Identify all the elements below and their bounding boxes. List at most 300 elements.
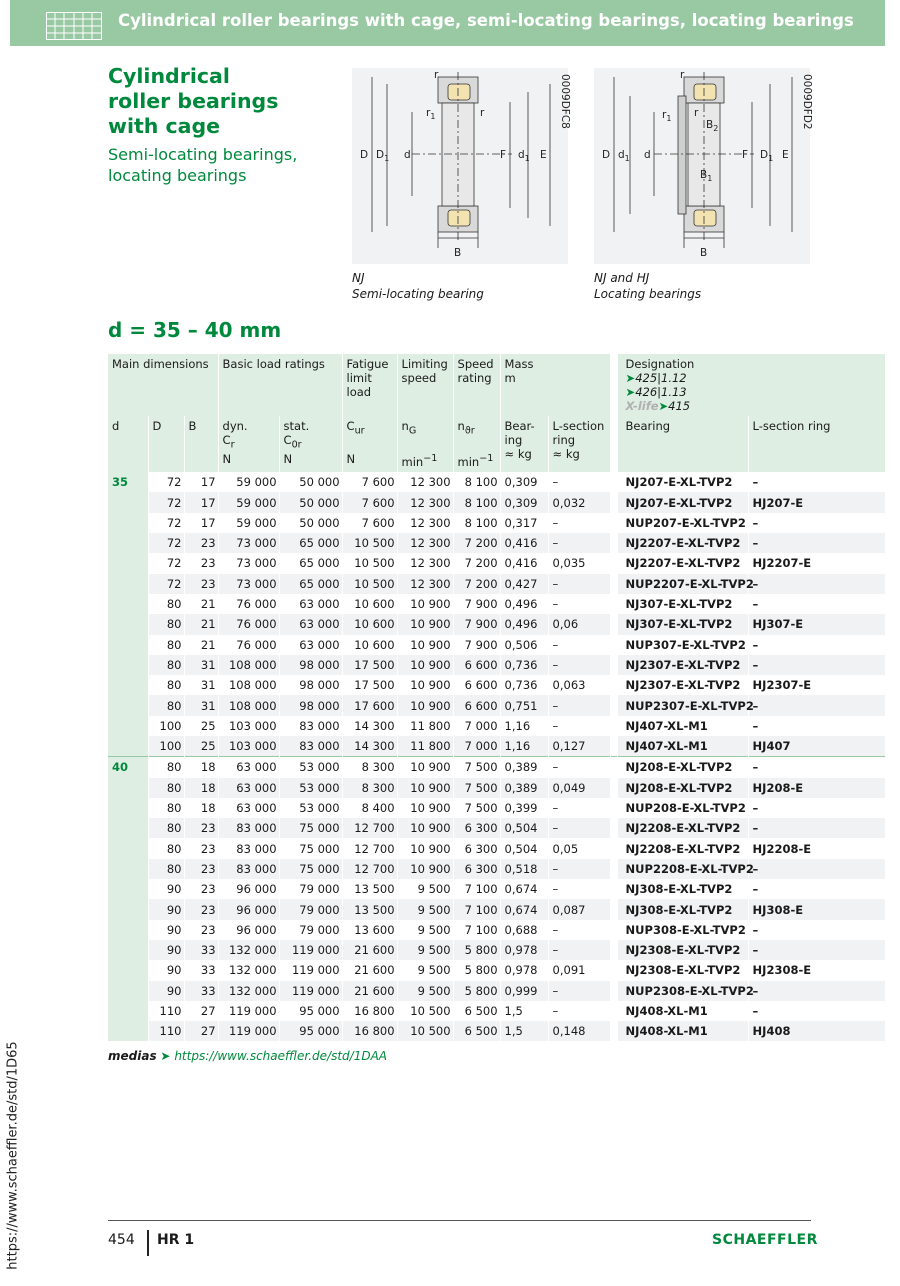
- cell-bearing-mass: 0,317: [500, 513, 548, 533]
- table-row: [108, 716, 885, 736]
- cell-cur: 16 800: [342, 1021, 397, 1041]
- th-bearing: Bearing: [617, 416, 748, 472]
- cell-bearing: NUP2207-E-XL-TVP2: [617, 574, 748, 594]
- cell-lring-mass: –: [548, 594, 610, 614]
- cell-bearing: NJ408-XL-M1: [617, 1001, 748, 1021]
- cell-lring: –: [748, 594, 885, 614]
- table-row: [108, 920, 885, 940]
- cell-bearing: NJ208-E-XL-TVP2: [617, 757, 748, 778]
- cell-B: 23: [184, 838, 218, 858]
- cell-d: [108, 838, 148, 858]
- cell-ng: 12 300: [397, 513, 453, 533]
- cell-cur: 8 300: [342, 778, 397, 798]
- cell-d: [108, 818, 148, 838]
- cell-B: 25: [184, 716, 218, 736]
- cell-bearing: NJ2208-E-XL-TVP2: [617, 838, 748, 858]
- table-row: [108, 899, 885, 919]
- cell-B: 17: [184, 492, 218, 512]
- th-mass-label: Mass: [504, 357, 534, 371]
- cell-cur: 13 500: [342, 879, 397, 899]
- cell-bearing: NJ308-E-XL-TVP2: [617, 879, 748, 899]
- cell-bearing: NJ407-XL-M1: [617, 716, 748, 736]
- cell-c0r: 65 000: [279, 574, 342, 594]
- th-ntr-sub: ϑr: [464, 425, 475, 437]
- table-row: [108, 818, 885, 838]
- unit: min: [401, 455, 424, 470]
- cell-d: [108, 655, 148, 675]
- cell-cr: 83 000: [218, 859, 279, 879]
- ref-page: 415: [668, 399, 691, 413]
- label-F: F: [500, 149, 507, 161]
- cell-ntr: 6 600: [453, 695, 500, 715]
- cell-bearing-mass: 0,504: [500, 818, 548, 838]
- cell-ng: 10 900: [397, 778, 453, 798]
- cell-d: [108, 798, 148, 818]
- cell-B: 18: [184, 778, 218, 798]
- cell-D: 72: [148, 472, 184, 492]
- cell-d: 40: [108, 757, 148, 778]
- th-ng: [397, 416, 453, 472]
- footer-divider: [108, 1220, 811, 1221]
- label-r: r: [680, 69, 685, 81]
- label-r: r: [434, 69, 439, 81]
- unit-exp: −1: [423, 453, 438, 465]
- cell-B: 31: [184, 655, 218, 675]
- cell-lring: –: [748, 920, 885, 940]
- title-line: with cage: [108, 114, 221, 138]
- cell-cr: 96 000: [218, 920, 279, 940]
- arrow-right-icon: ➤: [658, 399, 669, 413]
- th-bearing-mass: [500, 416, 548, 472]
- cell-B: 33: [184, 981, 218, 1001]
- cell-cr: 108 000: [218, 695, 279, 715]
- cell-cr: 108 000: [218, 655, 279, 675]
- header-gap: [610, 354, 617, 416]
- th-dyn: dyn.: [222, 419, 248, 433]
- th-D: D: [148, 416, 184, 472]
- unit: N: [346, 452, 356, 467]
- cell-ng: 12 300: [397, 492, 453, 512]
- title-line: Cylindrical: [108, 64, 230, 88]
- label-D: D: [360, 149, 369, 161]
- medias-url[interactable]: https://www.schaeffler.de/std/1DAA: [174, 1049, 387, 1063]
- label-r2: r: [480, 107, 485, 119]
- cell-ntr: 7 100: [453, 879, 500, 899]
- cell-bearing: NJ208-E-XL-TVP2: [617, 778, 748, 798]
- cell-lring-mass: –: [548, 1001, 610, 1021]
- th-cur-sym: C: [346, 419, 355, 433]
- cell-d: [108, 574, 148, 594]
- table-grid-icon: [46, 12, 102, 40]
- cell-D: 90: [148, 879, 184, 899]
- cell-B: 21: [184, 635, 218, 655]
- cell-cur: 7 600: [342, 513, 397, 533]
- cell-cur: 17 500: [342, 675, 397, 695]
- cell-lring: –: [748, 1001, 885, 1021]
- th-lring: L-section ring: [748, 416, 885, 472]
- cell-B: 17: [184, 513, 218, 533]
- cell-D: 72: [148, 513, 184, 533]
- row-gap: [610, 899, 617, 919]
- cell-cur: 21 600: [342, 981, 397, 1001]
- cell-lring-mass: –: [548, 757, 610, 778]
- cell-d: [108, 716, 148, 736]
- cell-c0r: 98 000: [279, 695, 342, 715]
- ref-page: 426: [635, 385, 658, 399]
- label-d: d: [644, 149, 651, 161]
- cell-c0r: 83 000: [279, 716, 342, 736]
- cell-cur: 10 600: [342, 594, 397, 614]
- cell-c0r: 75 000: [279, 859, 342, 879]
- cell-d: [108, 695, 148, 715]
- cell-bearing-mass: 1,16: [500, 716, 548, 736]
- cell-D: 80: [148, 778, 184, 798]
- cell-lring-mass: 0,063: [548, 675, 610, 695]
- cell-B: 23: [184, 553, 218, 573]
- table-row: [108, 655, 885, 675]
- table-row: [108, 533, 885, 553]
- row-gap: [610, 798, 617, 818]
- cell-ng: 10 900: [397, 675, 453, 695]
- row-gap: [610, 920, 617, 940]
- cell-cur: 8 300: [342, 757, 397, 778]
- cell-ng: 12 300: [397, 574, 453, 594]
- cell-bearing: NUP2208-E-XL-TVP2: [617, 859, 748, 879]
- cell-B: 25: [184, 736, 218, 757]
- cell-D: 80: [148, 757, 184, 778]
- cell-c0r: 75 000: [279, 818, 342, 838]
- cell-D: 80: [148, 695, 184, 715]
- cell-lring-mass: –: [548, 920, 610, 940]
- cell-lring: –: [748, 635, 885, 655]
- row-gap: [610, 778, 617, 798]
- cell-ntr: 7 900: [453, 614, 500, 634]
- cell-D: 110: [148, 1001, 184, 1021]
- nj-bearing-drawing: [352, 68, 571, 264]
- cell-ng: 10 900: [397, 695, 453, 715]
- cell-bearing: NJ207-E-XL-TVP2: [617, 472, 748, 492]
- th-fatigue-limit-load: Fatigue limit load: [342, 354, 397, 416]
- cell-bearing: NJ2207-E-XL-TVP2: [617, 553, 748, 573]
- cell-bearing: NJ2308-E-XL-TVP2: [617, 960, 748, 980]
- table-row: [108, 981, 885, 1001]
- cell-ntr: 7 200: [453, 553, 500, 573]
- cell-D: 80: [148, 635, 184, 655]
- cell-B: 23: [184, 533, 218, 553]
- cell-B: 17: [184, 472, 218, 492]
- nj-hj-caption: [594, 270, 701, 302]
- th-designation: Designation ➤425|1.12 ➤426|1.13 X-life➤415: [617, 354, 885, 416]
- cell-D: 80: [148, 838, 184, 858]
- cell-d: [108, 553, 148, 573]
- cell-bearing: NJ408-XL-M1: [617, 1021, 748, 1041]
- cell-bearing-mass: 0,416: [500, 553, 548, 573]
- cell-c0r: 50 000: [279, 472, 342, 492]
- ref-page: 425: [635, 371, 658, 385]
- table-row: [108, 695, 885, 715]
- cell-lring-mass: –: [548, 574, 610, 594]
- cell-bearing: NJ2308-E-XL-TVP2: [617, 940, 748, 960]
- row-gap: [610, 655, 617, 675]
- th-mass: [500, 354, 610, 416]
- th-cr-sub: r: [230, 439, 235, 451]
- cell-ng: 10 900: [397, 614, 453, 634]
- cell-bearing-mass: 0,309: [500, 472, 548, 492]
- cell-ntr: 5 800: [453, 981, 500, 1001]
- cell-ntr: 6 500: [453, 1001, 500, 1021]
- cell-ntr: 6 300: [453, 838, 500, 858]
- arrow-right-icon: ➤: [625, 385, 636, 399]
- cell-B: 33: [184, 960, 218, 980]
- cell-lring-mass: 0,049: [548, 778, 610, 798]
- cell-cur: 10 500: [342, 553, 397, 573]
- caption-line: NJ and HJ: [594, 271, 650, 285]
- cell-lring: –: [748, 533, 885, 553]
- label-r1: $r_1$: [426, 107, 436, 121]
- cell-lring: –: [748, 879, 885, 899]
- cell-cr: 73 000: [218, 533, 279, 553]
- arrow-right-icon: ➤: [160, 1049, 171, 1063]
- table-row: [108, 778, 885, 798]
- cell-B: 33: [184, 940, 218, 960]
- cell-lring-mass: –: [548, 472, 610, 492]
- cell-d: [108, 513, 148, 533]
- cell-lring-mass: 0,032: [548, 492, 610, 512]
- medias-link[interactable]: [108, 1049, 387, 1063]
- cell-D: 80: [148, 798, 184, 818]
- caption-line: NJ: [352, 271, 365, 285]
- bearing-data-table: [108, 354, 886, 1041]
- cell-cur: 14 300: [342, 736, 397, 757]
- row-gap: [610, 533, 617, 553]
- cell-bearing: NJ307-E-XL-TVP2: [617, 614, 748, 634]
- th-designation-label: Designation: [625, 357, 695, 371]
- cell-c0r: 79 000: [279, 899, 342, 919]
- cell-bearing: NJ207-E-XL-TVP2: [617, 492, 748, 512]
- row-gap: [610, 553, 617, 573]
- cell-cur: 10 500: [342, 574, 397, 594]
- cell-B: 23: [184, 859, 218, 879]
- cell-ng: 9 500: [397, 940, 453, 960]
- cell-bearing-mass: 0,389: [500, 757, 548, 778]
- cell-ng: 9 500: [397, 879, 453, 899]
- cell-ng: 11 800: [397, 716, 453, 736]
- cell-bearing-mass: 0,506: [500, 635, 548, 655]
- cell-cr: 83 000: [218, 838, 279, 858]
- cell-cr: 119 000: [218, 1001, 279, 1021]
- cell-c0r: 50 000: [279, 513, 342, 533]
- cell-d: [108, 1001, 148, 1021]
- cell-B: 21: [184, 594, 218, 614]
- table-body: [108, 472, 885, 1041]
- cell-cur: 13 500: [342, 899, 397, 919]
- cell-lring-mass: –: [548, 879, 610, 899]
- row-gap: [610, 838, 617, 858]
- cell-ng: 9 500: [397, 981, 453, 1001]
- nj-caption: [352, 270, 484, 302]
- cell-lring: HJ407: [748, 736, 885, 757]
- label-D1: $D_1$: [760, 149, 774, 163]
- page-number: 454: [108, 1232, 135, 1248]
- cell-bearing-mass: 0,496: [500, 594, 548, 614]
- cell-ntr: 6 600: [453, 675, 500, 695]
- footer-separator: [147, 1230, 149, 1256]
- cell-lring: –: [748, 716, 885, 736]
- table-row: [108, 736, 885, 757]
- cell-ng: 9 500: [397, 899, 453, 919]
- cell-bearing: NJ407-XL-M1: [617, 736, 748, 757]
- cell-cr: 73 000: [218, 553, 279, 573]
- cell-cr: 132 000: [218, 981, 279, 1001]
- cell-c0r: 53 000: [279, 757, 342, 778]
- cell-lring: –: [748, 940, 885, 960]
- cell-bearing: NJ2208-E-XL-TVP2: [617, 818, 748, 838]
- cell-D: 90: [148, 899, 184, 919]
- th-c0r: [279, 416, 342, 472]
- th-stat: stat.: [283, 419, 310, 433]
- row-gap: [610, 472, 617, 492]
- row-gap: [610, 940, 617, 960]
- cell-ng: 10 900: [397, 859, 453, 879]
- side-url[interactable]: https://www.schaeffler.de/std/1D65: [5, 1041, 21, 1270]
- cell-B: 23: [184, 574, 218, 594]
- cell-B: 23: [184, 920, 218, 940]
- cell-cr: 59 000: [218, 513, 279, 533]
- cell-lring: HJ2308-E: [748, 960, 885, 980]
- header-title: Cylindrical roller bearings with cage, semi-locating bearings, locating bearings: [118, 11, 854, 30]
- cell-D: 72: [148, 553, 184, 573]
- cell-ng: 9 500: [397, 920, 453, 940]
- table-row: [108, 472, 885, 492]
- th-basic-load-ratings: Basic load ratings: [218, 354, 342, 416]
- table-row: [108, 940, 885, 960]
- cell-lring: –: [748, 818, 885, 838]
- cell-lring-mass: 0,06: [548, 614, 610, 634]
- label-r2: r: [694, 107, 699, 119]
- label-d1: $d_1$: [618, 149, 630, 163]
- th-cur-sub: ur: [354, 425, 365, 437]
- brand-logo: SCHAEFFLER: [712, 1232, 818, 1248]
- cell-ntr: 7 200: [453, 574, 500, 594]
- cell-d: [108, 492, 148, 512]
- cell-d: [108, 899, 148, 919]
- cell-cr: 108 000: [218, 675, 279, 695]
- cell-lring-mass: –: [548, 716, 610, 736]
- caption-line: Locating bearings: [594, 287, 702, 301]
- cell-cr: 76 000: [218, 614, 279, 634]
- cell-B: 18: [184, 798, 218, 818]
- cell-d: [108, 859, 148, 879]
- cell-ng: 10 900: [397, 798, 453, 818]
- cell-bearing-mass: 0,736: [500, 655, 548, 675]
- arrow-right-icon: ➤: [625, 371, 636, 385]
- cell-cr: 103 000: [218, 716, 279, 736]
- table-row: [108, 1001, 885, 1021]
- row-gap: [610, 1021, 617, 1041]
- cell-cur: 13 600: [342, 920, 397, 940]
- th-ng-sym: n: [401, 419, 409, 433]
- cell-lring: –: [748, 655, 885, 675]
- th-speed-rating: Speed rating: [453, 354, 500, 416]
- row-gap: [610, 614, 617, 634]
- label-E: E: [540, 149, 547, 161]
- cell-bearing-mass: 0,309: [500, 492, 548, 512]
- cell-ntr: 6 300: [453, 818, 500, 838]
- cell-d: [108, 635, 148, 655]
- table-row: [108, 492, 885, 512]
- product-title: [108, 64, 278, 139]
- label-B2: $B_2$: [706, 119, 719, 133]
- cell-d: [108, 594, 148, 614]
- title-line: roller bearings: [108, 89, 279, 113]
- cell-lring-mass: –: [548, 818, 610, 838]
- cell-ng: 12 300: [397, 553, 453, 573]
- cell-B: 23: [184, 818, 218, 838]
- cell-c0r: 119 000: [279, 981, 342, 1001]
- row-gap: [610, 635, 617, 655]
- cell-cr: 132 000: [218, 940, 279, 960]
- cell-c0r: 65 000: [279, 533, 342, 553]
- cell-bearing: NUP208-E-XL-TVP2: [617, 798, 748, 818]
- cell-ng: 10 900: [397, 655, 453, 675]
- cell-ntr: 8 100: [453, 513, 500, 533]
- subtitle-line: Semi-locating bearings,: [108, 145, 298, 164]
- cell-ng: 10 900: [397, 635, 453, 655]
- unit: N: [222, 452, 232, 467]
- cell-B: 21: [184, 614, 218, 634]
- cell-cr: 73 000: [218, 574, 279, 594]
- cell-c0r: 53 000: [279, 778, 342, 798]
- table-row: [108, 635, 885, 655]
- cell-cr: 63 000: [218, 778, 279, 798]
- cell-ng: 10 900: [397, 818, 453, 838]
- cell-D: 72: [148, 492, 184, 512]
- cell-D: 90: [148, 920, 184, 940]
- row-gap: [610, 818, 617, 838]
- cell-bearing-mass: 0,688: [500, 920, 548, 940]
- unit: min: [457, 455, 480, 470]
- cell-bearing-mass: 0,518: [500, 859, 548, 879]
- medias-label: medias: [108, 1049, 157, 1063]
- cell-ng: 10 500: [397, 1001, 453, 1021]
- cell-D: 110: [148, 1021, 184, 1041]
- th-bearing-mass-label: Bear-ing: [504, 419, 535, 447]
- figure-code: 0009DFC8: [559, 74, 571, 129]
- unit: ≈ kg: [504, 447, 532, 461]
- size-range-heading: d = 35 – 40 mm: [108, 318, 282, 342]
- label-B1: $B_1$: [700, 169, 713, 183]
- cell-lring: HJ408: [748, 1021, 885, 1041]
- cell-cur: 12 700: [342, 859, 397, 879]
- table-row: [108, 513, 885, 533]
- cell-B: 31: [184, 695, 218, 715]
- cell-c0r: 75 000: [279, 838, 342, 858]
- cell-bearing-mass: 0,504: [500, 838, 548, 858]
- cell-bearing-mass: 0,751: [500, 695, 548, 715]
- cell-d: [108, 981, 148, 1001]
- th-ntr-sym: n: [457, 419, 465, 433]
- header-banner: [10, 0, 885, 46]
- cell-bearing-mass: 0,978: [500, 940, 548, 960]
- th-cr: [218, 416, 279, 472]
- cell-lring: –: [748, 513, 885, 533]
- table-row: [108, 757, 885, 778]
- cell-c0r: 63 000: [279, 635, 342, 655]
- cell-bearing-mass: 0,496: [500, 614, 548, 634]
- label-E: E: [782, 149, 789, 161]
- cell-D: 90: [148, 960, 184, 980]
- cell-bearing: NUP2308-E-XL-TVP2: [617, 981, 748, 1001]
